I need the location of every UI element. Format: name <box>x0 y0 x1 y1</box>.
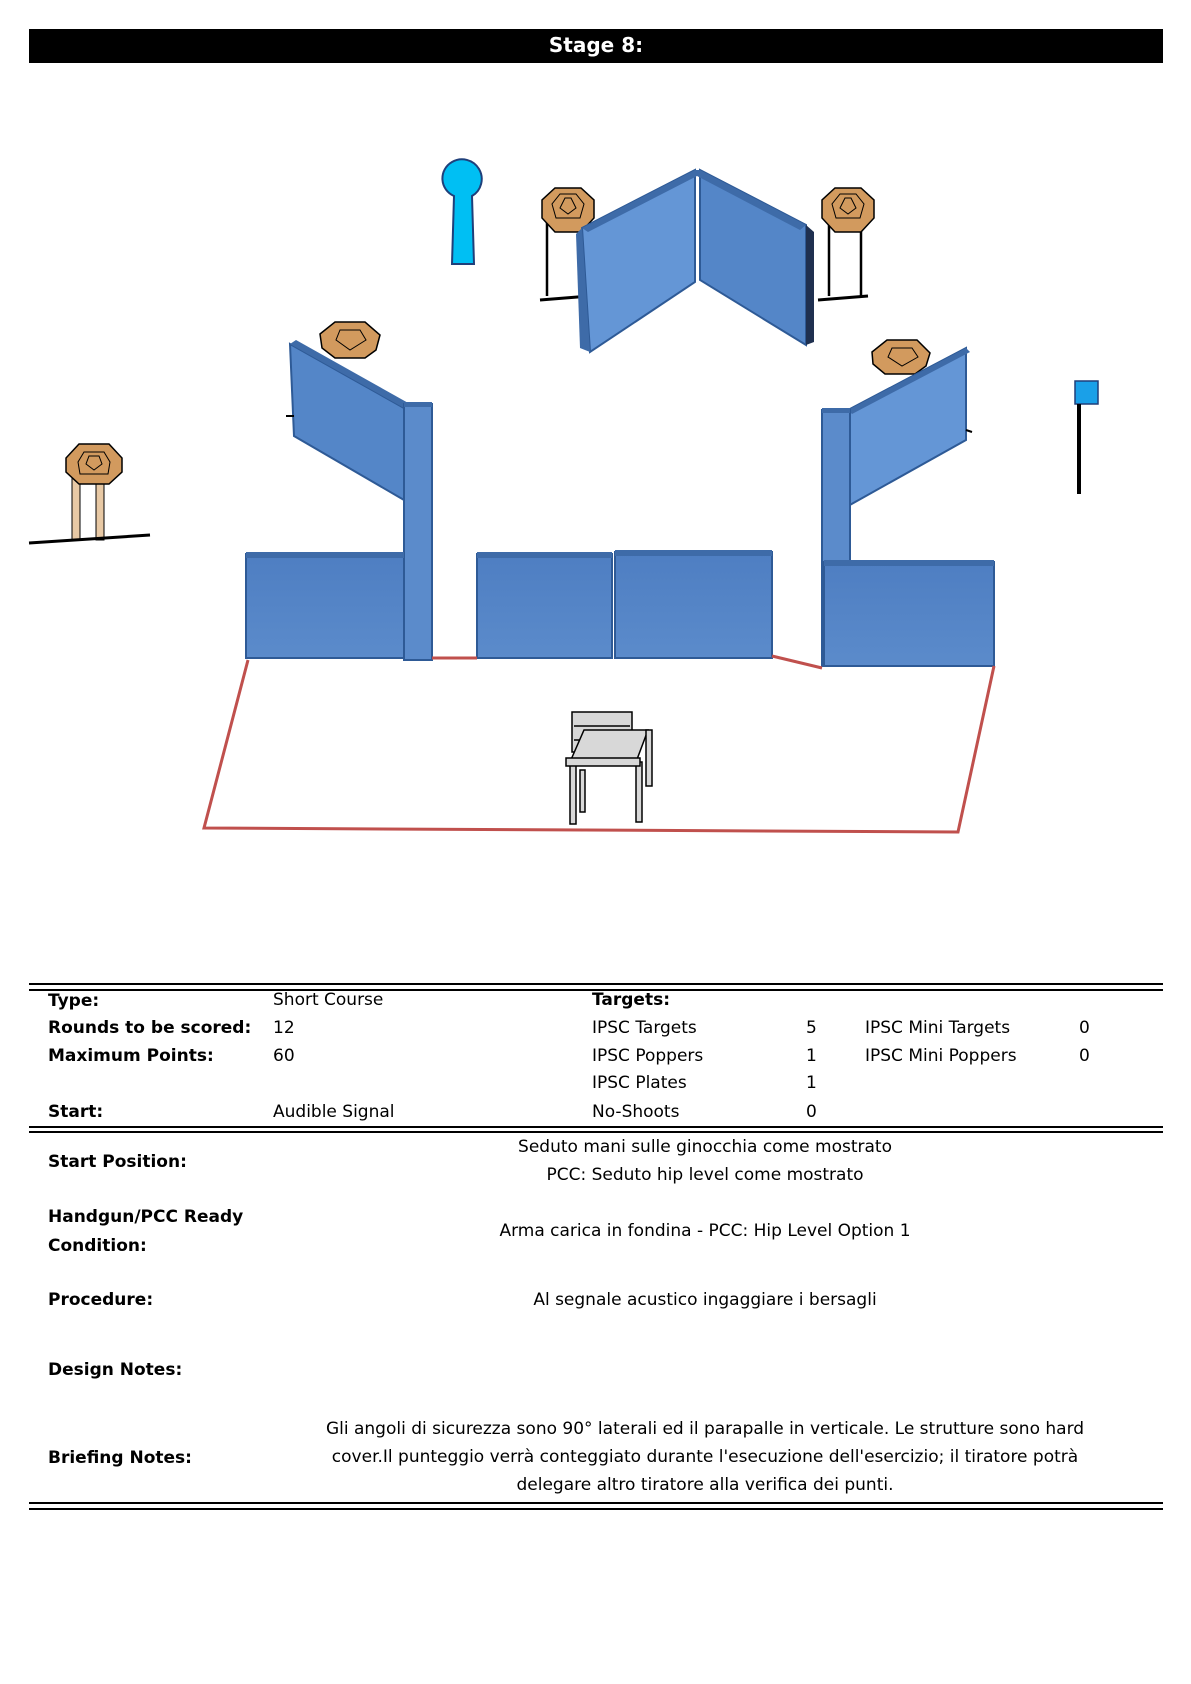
start-position-line-1: Seduto mani sulle ginocchia come mostrato <box>518 1137 892 1157</box>
table-rule-bottom-2 <box>29 1508 1163 1510</box>
ipsc-plates-label: IPSC Plates <box>592 1073 687 1093</box>
start-position-label: Start Position: <box>48 1152 187 1172</box>
mini-targets-value: 0 <box>1079 1018 1090 1038</box>
ipsc-plates-value: 1 <box>806 1073 817 1093</box>
ipsc-targets-label: IPSC Targets <box>592 1018 697 1038</box>
bottom-center-right-wall <box>615 550 772 658</box>
mini-targets-label: IPSC Mini Targets <box>865 1018 1011 1038</box>
table-rule-mid-1 <box>29 1126 1163 1128</box>
ipsc-target-top-right <box>818 188 874 300</box>
ready-condition-value: Arma carica in fondina - PCC: Hip Level Option 1 <box>499 1221 911 1241</box>
no-shoots-value: 0 <box>806 1102 817 1122</box>
start-position-line-2: PCC: Seduto hip level come mostrato <box>546 1165 864 1185</box>
briefing-notes-text <box>290 1415 1120 1499</box>
mini-poppers-value: 0 <box>1079 1046 1090 1066</box>
table-rule-top-1 <box>29 983 1163 985</box>
steel-plate <box>1075 381 1098 494</box>
left-post-wall <box>404 402 432 660</box>
rounds-label: Rounds to be scored: <box>48 1018 252 1038</box>
start-position-text <box>290 1133 1120 1189</box>
ready-label-line-1: Handgun/PCC Ready <box>48 1207 244 1227</box>
ipsc-poppers-label: IPSC Poppers <box>592 1046 704 1066</box>
start-label: Start: <box>48 1102 104 1122</box>
start-value: Audible Signal <box>273 1102 395 1122</box>
bottom-center-left-wall <box>477 552 612 658</box>
ipsc-target-right <box>872 340 930 374</box>
type-value: Short Course <box>273 990 384 1010</box>
briefing-notes-label: Briefing Notes: <box>48 1448 192 1468</box>
table-rule-bottom-1 <box>29 1502 1163 1504</box>
top-v-wall <box>576 170 814 352</box>
no-shoots-label: No-Shoots <box>592 1102 680 1122</box>
left-angled-wall <box>286 340 410 500</box>
ipsc-target-far-left <box>29 444 150 543</box>
max-points-value: 60 <box>273 1046 295 1066</box>
procedure-value: Al segnale acustico ingaggiare i bersagli <box>533 1290 877 1310</box>
ready-label-line-2: Condition: <box>48 1236 147 1256</box>
mini-poppers-label: IPSC Mini Poppers <box>865 1046 1017 1066</box>
procedure-label: Procedure: <box>48 1290 154 1310</box>
ipsc-target-left <box>320 322 380 358</box>
briefing-line-2: cover.Il punteggio verrà conteggiato durante l'esecuzione dell'esercizio; il tiratore potrà <box>331 1447 1079 1467</box>
ipsc-poppers-value: 1 <box>806 1046 817 1066</box>
design-notes-label: Design Notes: <box>48 1360 183 1380</box>
bottom-left-wall <box>246 552 404 658</box>
briefing-line-1: Gli angoli di sicurezza sono 90° laterali ed il parapalle in verticale. Le strutture sono hard <box>325 1419 1085 1439</box>
bottom-right-wall <box>824 560 994 666</box>
ready-condition-label <box>48 1203 243 1261</box>
stage-title: Stage 8: <box>29 29 1163 61</box>
rounds-value: 12 <box>273 1018 295 1038</box>
ipsc-targets-value: 5 <box>806 1018 817 1038</box>
type-label: Type: <box>48 991 100 1011</box>
popper-target <box>442 159 481 264</box>
targets-heading: Targets: <box>592 990 671 1010</box>
briefing-line-3: delegare altro tiratore alla verifica dei punti. <box>516 1475 894 1495</box>
start-chair <box>566 712 652 824</box>
max-points-label: Maximum Points: <box>48 1046 214 1066</box>
